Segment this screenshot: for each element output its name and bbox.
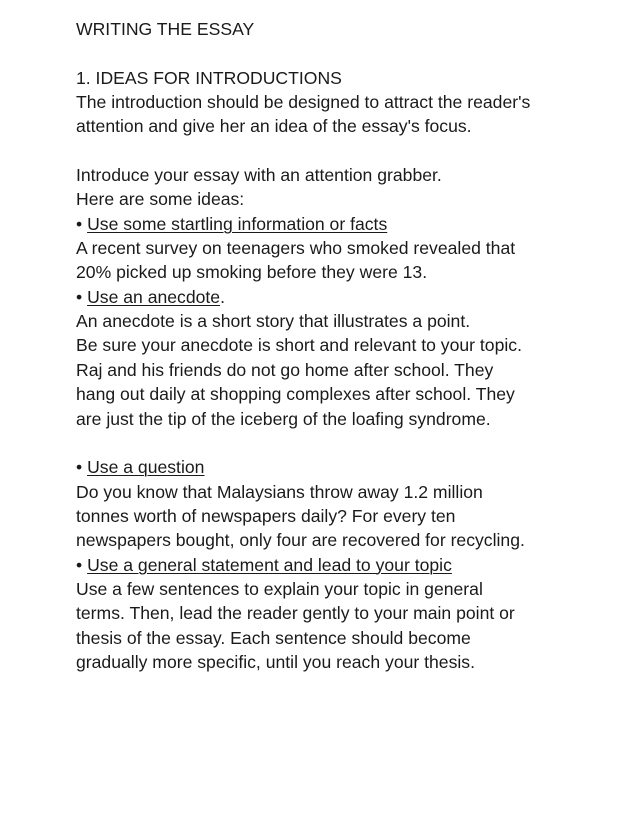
idea-anecdote-line-1: An anecdote is a short story that illustrates a point. [76,311,471,332]
idea-general-line-2: terms. Then, lead the reader gently to your main point or [76,603,515,624]
idea-facts-line-1: A recent survey on teenagers who smoked revealed that [76,238,516,259]
bullet: • [76,213,83,234]
intro-line-2: attention and give her an idea of the essay's focus. [76,116,472,137]
idea-general-line-3: thesis of the essay. Each sentence should become [76,627,471,648]
idea-question-label: Use a question [87,457,205,478]
idea-general-line-4: gradually more specific, until you reach your thesis. [76,651,475,672]
spacer [76,139,616,163]
idea-question-line-1: Do you know that Malaysians throw away 1.2 million [76,481,483,502]
grabber-line-1: Introduce your essay with an attention grabber. [76,165,442,186]
idea-anecdote-suffix: . [220,286,225,307]
idea-anecdote-line-2: Be sure your anecdote is short and relevant to your topic. [76,335,522,356]
bullet: • [76,457,83,478]
idea-general-line-1: Use a few sentences to explain your topic in general [76,578,483,599]
idea-anecdote-label: Use an anecdote [87,286,221,307]
idea-general-label: Use a general statement and lead to your topic [87,554,452,575]
idea-question-line-2: tonnes worth of newspapers daily? For every ten [76,505,456,526]
idea-facts-line-2: 20% picked up smoking before they were 13. [76,262,428,283]
section-heading: 1. IDEAS FOR INTRODUCTIONS [76,67,342,88]
idea-general-heading [76,553,616,577]
idea-anecdote-heading [76,285,616,309]
document-page [76,17,616,674]
idea-facts-label: Use some startling information or facts [87,213,388,234]
idea-question-heading [76,455,616,479]
intro-line-1: The introduction should be designed to attract the reader's [76,92,531,113]
idea-anecdote-line-3: Raj and his friends do not go home after school. They [76,359,494,380]
bullet: • [76,286,83,307]
grabber-line-2: Here are some ideas: [76,189,245,210]
bullet: • [76,554,83,575]
spacer [76,431,616,455]
idea-anecdote-line-5: are just the tip of the iceberg of the loafing syndrome. [76,408,491,429]
document-title: WRITING THE ESSAY [76,19,255,39]
spacer [76,41,616,65]
idea-facts-heading [76,212,616,236]
idea-anecdote-line-4: hang out daily at shopping complexes after school. They [76,384,515,405]
idea-question-line-3: newspapers bought, only four are recovered for recycling. [76,530,525,551]
